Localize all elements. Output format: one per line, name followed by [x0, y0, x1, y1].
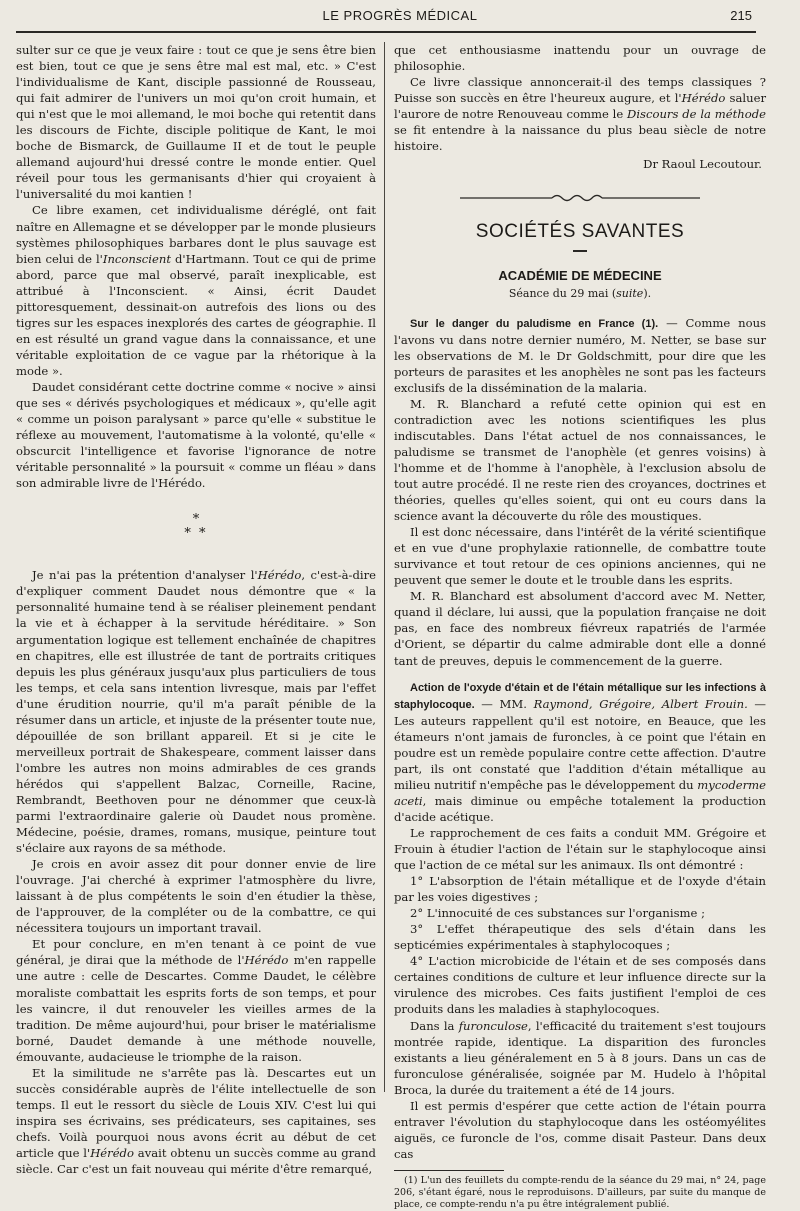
asterism-top: * — [192, 512, 200, 528]
left-column — [16, 42, 376, 1177]
text-run: avait obtenu un succès comme au grand siècle. Car c'est un fait nouveau qui mérite d'être remarqué, — [16, 1146, 376, 1177]
text-run: — MM. — [474, 696, 534, 711]
page-number: 215 — [730, 8, 752, 23]
paragraph — [394, 74, 766, 154]
right-column — [394, 42, 766, 1211]
text-run: saluer l'aurore de notre Renouveau comme le — [394, 91, 766, 122]
paragraph — [16, 1065, 376, 1177]
paragraph — [394, 1018, 766, 1098]
text-run: — Les auteurs rappellent qu'il est notoire, en Beauce, que les étameurs n'ont jamais de furoncles, à ce point que l'étain en poudre est un remède populaire contre cette affection. D'autre part, ils ont constaté que l'addition d'étain métallique au milieu nutritif n'empêche pas le développement du — [394, 696, 766, 792]
text-run: ). — [643, 287, 652, 301]
text-run: Je n'ai pas la prétention d'analyser l' — [32, 568, 258, 583]
asterism-bottom: * * — [184, 526, 208, 542]
authors: Raymond, Grégoire, Albert Frouin. — [533, 696, 748, 711]
section-title: SOCIÉTÉS SAVANTES — [475, 221, 685, 243]
list-item: 2° L'innocuité de ces substances sur l'organisme ; — [410, 906, 705, 921]
paragraph — [16, 936, 376, 1064]
author-signature: Dr Raoul Lecoutour. — [643, 157, 762, 172]
paragraph: Je crois en avoir assez dit pour donner envie de lire l'ouvrage. J'ai cherché à exprimer l'atmosphère du livre, laissant à de plus compétents le soin d'en étudier la thèse, de l'approuver, de la compléter ou de la combattre, ce qui nécessitera toujours un important travail. — [16, 857, 376, 936]
emphasis: mycoderme aceti — [394, 777, 766, 808]
session-date — [394, 286, 766, 302]
list-item: 4° L'action microbicide de l'étain et de ses composés dans certaines conditions de culture et leur influence directe sur la virulence des microbes. Ces faits justifient l'emploi de ces produits dans les maladies à staphylocoques. — [394, 954, 766, 1017]
text-run: , c'est-à-dire d'expliquer comment Daudet nous démontre que « la personnalité humaine tend à se réaliser pleinement pendant la vie et à échapper à la servitude héréditaire. » Son argumentation logique est tellement enchaînée de chapitres en chapitres, elle est illustrée de tant de portraits critiques depuis les plus généraux jusqu'aux plus particuliers de tous les temps, et cela sans intention livresque, mais par l'effet d'une érudition nourrie, qu'il m'a paraît pénible de la résumer dans un article, et injuste de la présenter toute nue, dépouillée de son brillant appareil. Et si je cite le merveilleux portrait de Shakespeare, comment laisser dans l'ombre les autres non moins admirables de ces grands hérédos qui s'appellent Balzac, Corneille, Racine, Rembrandt, Beethoven pour ne dénommer que ceux-là parmi l'extraordinaire galerie où Daudet nous promène. Médecine, poésie, drames, romans, musique, peinture tout s'éclaire aux rayons de sa méthode. — [16, 568, 376, 856]
text-run: d'Hartmann. Tout ce qui de prime abord, parce que mal observé, paraît inexplicable, est attribué à l'Inconscient. « Ainsi, écrit Daudet pittoresquement, dessinait-on autrefois des lions ou des tigres sur les espaces inexplorés des cartes de géographie. Il en est résulté un grand vague dans la connaissance, et une véritable exploitation de ce vague par la rhétorique à la mode ». — [16, 251, 376, 378]
emphasis: furonculose — [458, 1018, 528, 1033]
text-run: — Comme nous l'avons vu dans notre dernier numéro, M. Netter, se base sur les observations de M. le Dr Goldschmitt, pour dire que les porteurs de parasites et les anophèles ne sont pas les facteurs exclusifs de la dissémination de la malaria. — [394, 315, 766, 395]
emphasis: Hérédo — [681, 91, 726, 106]
running-header — [0, 8, 800, 28]
paragraph: Il est donc nécessaire, dans l'intérêt de la vérité scientifique et en vue d'une prophylaxie rationnelle, de combattre toute survivance et tout retour de ces opinions anciennes, qui ne peuvent que semer le doute et le trouble dans les esprits. — [394, 525, 766, 588]
emphasis: Discours de la méthode — [627, 107, 766, 122]
article-heading: Sur le danger du paludisme en France (1). — [410, 317, 659, 330]
text-run: , l'efficacité du traitement s'est toujours montrée rapide, identique. La disparition des furoncles existants a lieu généralement en 5 à 8 jours. Dans un cas de furonculose généralisée, soignée par M. Hudelo à l'hôpital Broca, la durée du traitement a été de 14 jours. — [394, 1018, 766, 1097]
text-run: Et la similitude ne s'arrête pas là. Descartes eut un succès considérable auprès de l'élite intellectuelle de son temps. Il eut le ressort du siècle de Louis XIV. C'est lui qui inspira ses écrivains, ses prédicateurs, ses capitaines, ses chefs. Voilà pourquoi nous avons écrit au début de cet article que l' — [16, 1065, 376, 1160]
footnote: (1) L'un des feuillets du compte-rendu de la séance du 29 mai, n° 24, page 206, s'étant égaré, nous le reproduisons. D'ailleurs, par suite du manque de place, ce compte-rendu n'a pu être intégralement publié. — [394, 1174, 766, 1210]
article-heading: Action de l'oxyde d'étain et de l'étain métallique sur les infections à staphylocoque. — [394, 681, 766, 711]
paragraph — [16, 567, 376, 856]
journal-title: LE PROGRÈS MÉDICAL — [322, 8, 478, 23]
text-run: m'en rappelle une autre : celle de Descartes. Comme Daudet, le célèbre moraliste combattait les esprits forts de son temps, et pour les vaincre, il dut renouveler les vieilles armes de la tradition. De même aujourd'hui, pour briser le matérialisme borné, Daudet demande à une méthode nouvelle, émouvante, audacieuse le triomphe de la raison. — [16, 953, 376, 1064]
text-run: Ce libre examen, cet individualisme déréglé, ont fait naître en Allemagne et se développer par le monde plusieurs systèmes philosophiques barbares dont le plus sauvage est bien celui de l' — [16, 203, 376, 266]
emphasis: Inconscient — [102, 251, 171, 266]
paragraph: Le rapprochement de ces faits a conduit MM. Grégoire et Frouin à étudier l'action de l'étain sur le staphylocoque ainsi que l'action de ce métal sur les animaux. Ils ont démontré : — [394, 825, 766, 873]
paragraph: Daudet considérant cette doctrine comme « nocive » ainsi que ses « dérivés psychologiques et médicaux », qu'elle agit « comme un poison paralysant » parce qu'elle « substitue le réflexe au mouvement, l'automatisme à la volonté, qu'elle « obscurcit l'intelligence et favorise l'ignorance de notre véritable personnalité » la poursuit « comme un fléau » dans son admirable livre de l'Hérédo. — [16, 379, 376, 491]
list-item: 1° L'absorption de l'étain métallique et de l'oxyde d'étain par les voies digestives ; — [394, 874, 766, 905]
footnote-rule — [394, 1170, 504, 1171]
paragraph: Il est permis d'espérer que cette action de l'étain pourra entraver l'évolution du staphylocoque dans les ostéomyélites aiguës, ce furoncle de l'os, comme disait Pasteur. Dans deux cas — [394, 1098, 766, 1161]
text-run: Ce livre classique annoncerait-il des temps classiques ? Puisse son succès en être l'heureux augure, et l' — [394, 75, 766, 106]
emphasis: Hérédo — [244, 953, 289, 968]
paragraph — [394, 679, 766, 825]
text-run: Dans la — [410, 1018, 459, 1033]
paragraph — [394, 315, 766, 396]
emphasis: suite — [616, 287, 644, 301]
spacer — [394, 669, 766, 679]
asterism — [16, 513, 376, 541]
title-dash — [573, 250, 587, 252]
emphasis: Hérédo — [90, 1146, 134, 1160]
text-run: Et pour conclure, en m'en tenant à ce point de vue général, je dirai que la méthode de l' — [16, 937, 376, 968]
academy-title: ACADÉMIE DE MÉDECINE — [498, 268, 662, 284]
header-rule — [16, 31, 756, 33]
text-run: , mais diminue ou empêche totalement la production d'acide acétique. — [394, 793, 766, 824]
column-separator — [384, 42, 385, 1092]
paragraph: sulter sur ce que je veux faire : tout ce que je sens être bien est bien, tout ce que je sens être mal est mal, etc. » C'est l'individualisme de Kant, disciple passionné de Rousseau, qui fait admirer de l'univers un moi qu'on croit humain, et qui n'est que le moi allemand, le moi boche qui retentit dans les discours de Fichte, disciple politique de Kant, le moi boche de Bismarck, de Guillaume II et de tout le peuple allemand aujourd'hui dressé contre le monde entier. Quel réveil pour tous les germanisants d'hier qui croyaient à l'universalité du moi kantien ! — [16, 43, 376, 202]
paragraph: M. R. Blanchard a refuté cette opinion qui est en contradiction avec les notions scientifiques les plus indiscutables. Dans l'état actuel de nos connaissances, le paludisme se transmet de l'anophèle (et genres voisins) à l'homme et de l'homme à l'anophèle, à l'exclusion absolu de tout autre procédé. Il ne reste rien des croyances, doctrines et théories, quelles qu'elles soient, qui ont eu cours dans la science avant la découverte du rôle des moustiques. — [394, 396, 766, 524]
paragraph: que cet enthousiasme inattendu pour un ouvrage de philosophie. — [394, 43, 766, 74]
text-run: Séance du 29 mai ( — [508, 287, 617, 301]
paragraph — [16, 202, 376, 379]
ornamental-swash — [460, 192, 700, 204]
emphasis: Hérédo — [257, 568, 302, 583]
list-item: 3° L'effet thérapeutique des sels d'étain dans les septicémies expérimentales à staphylocoques ; — [394, 922, 766, 953]
text-run: se fit entendre à la naissance du plus beau siècle de notre histoire. — [394, 123, 766, 154]
paragraph: M. R. Blanchard est absolument d'accord avec M. Netter, quand il déclare, lui aussi, que la population française ne doit pas, en face des nombreux fiévreux rapatriés de l'armée d'Orient, se départir du calme admirable dont elle a donné tant de preuves, depuis le commencement de la guerre. — [394, 589, 766, 668]
